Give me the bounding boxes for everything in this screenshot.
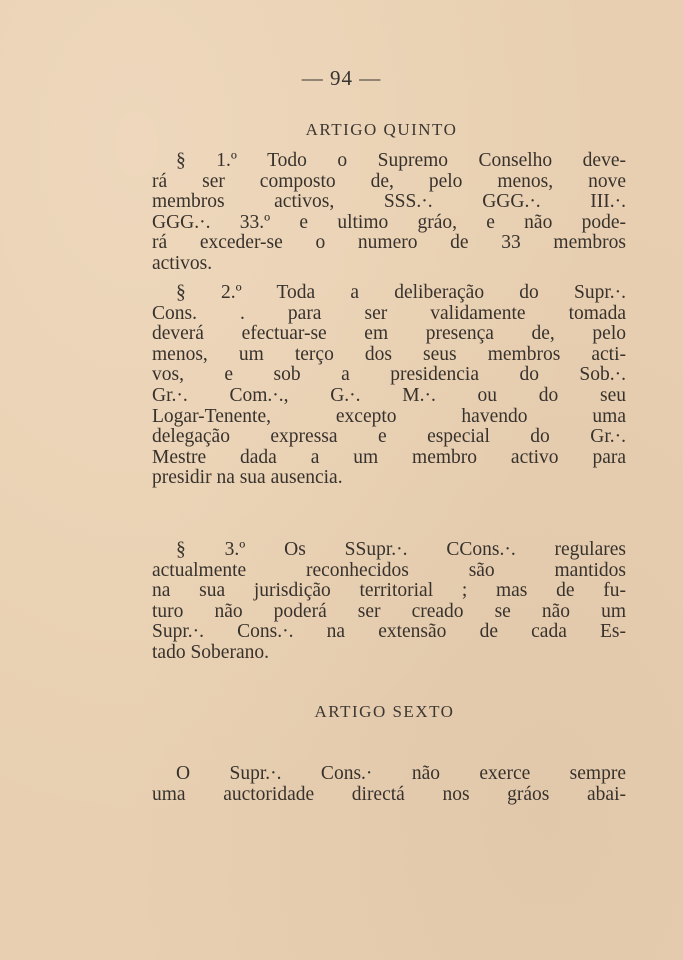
text-line: turo não poderá ser creado se não um [152, 600, 626, 622]
text-line: Cons. . para ser validamente tomada [152, 302, 626, 324]
text-line: tado Soberano. [152, 641, 269, 663]
text-line: activos. [152, 252, 213, 274]
text-line: O Supr.·. Cons.· não exerce sempre [176, 763, 626, 784]
text-line: § 3.º Os SSupr.·. CCons.·. regulares [176, 539, 626, 560]
paragraph-3 [152, 540, 626, 664]
text-line: deverá efectuar-se em presença de, pelo [152, 323, 626, 345]
paragraph-4 [152, 764, 626, 805]
text-line: na sua jurisdição territorial ; mas de fu- [152, 580, 626, 602]
text-line: Supr.·. Cons.·. na extensão de cada Es- [152, 621, 626, 643]
text-line: presidir na sua ausencia. [152, 467, 343, 489]
text-line: menos, um terço dos seus membros acti- [152, 343, 626, 365]
heading-artigo-sexto: ARTIGO SEXTO [314, 702, 455, 721]
text-line: Mestre dada a um membro activo para [152, 446, 626, 468]
page-number: — 94 — [301, 66, 382, 90]
text-line: uma auctoridade directá nos gráos abai- [152, 783, 626, 805]
heading-artigo-quinto: ARTIGO QUINTO [305, 120, 458, 139]
text-line: actualmente reconhecidos são mantidos [152, 559, 626, 581]
text-line: delegação expressa e especial do Gr.·. [152, 426, 626, 448]
text-line: rá ser composto de, pelo menos, nove [152, 170, 626, 192]
text-line: membros activos, SSS.·. GGG.·. III.·. [152, 191, 626, 213]
text-line: § 1.º Todo o Supremo Conselho deve- [176, 150, 626, 171]
text-line: vos, e sob a presidencia do Sob.·. [152, 364, 626, 386]
text-line: GGG.·. 33.º e ultimo gráo, e não pode- [152, 211, 626, 233]
text-line: Logar-Tenente, excepto havendo uma [152, 405, 626, 427]
text-line: rá exceder-se o numero de 33 membros [152, 232, 626, 254]
paragraph-1 [152, 151, 626, 275]
text-line: Gr.·. Com.·., G.·. M.·. ou do seu [152, 384, 626, 406]
text-line: § 2.º Toda a deliberação do Supr.·. [176, 282, 626, 303]
paragraph-2 [152, 283, 626, 489]
